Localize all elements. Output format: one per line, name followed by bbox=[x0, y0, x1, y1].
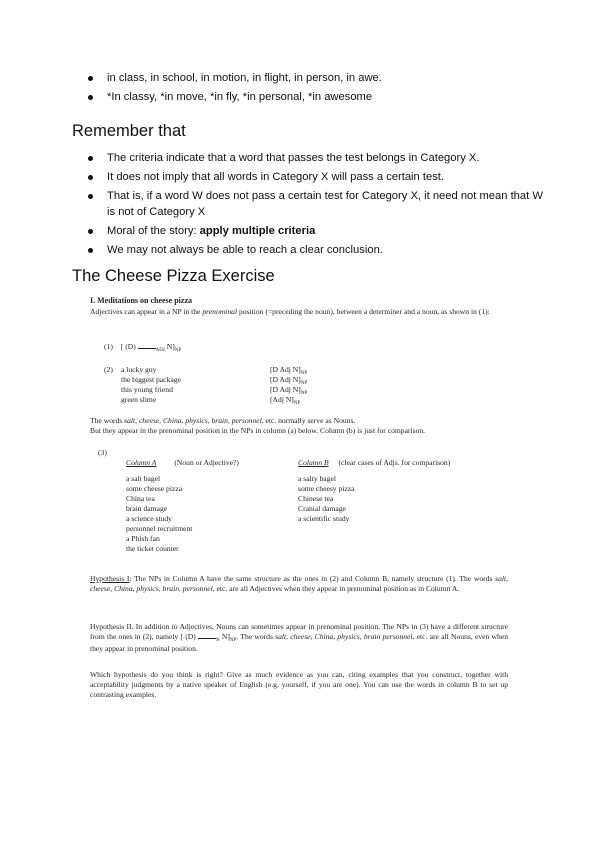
blank-line bbox=[198, 632, 216, 639]
example-2-number: (2) bbox=[104, 365, 113, 374]
column-a-item: a salt bagel bbox=[126, 474, 161, 483]
blank-line bbox=[138, 342, 156, 349]
ex2-phrase: this young friend bbox=[121, 385, 173, 394]
example-1: (1) [ (D) $_{ADJ}$ $N]_{NP}$ bbox=[104, 342, 182, 353]
column-a-item: personnel recruitment bbox=[126, 524, 193, 533]
column-a-item: the ticket counter bbox=[126, 544, 179, 553]
column-a-item: brain damage bbox=[126, 504, 168, 513]
example-3-number: (3) bbox=[98, 448, 107, 457]
list-item: Moral of the story: apply multiple criteria bbox=[88, 223, 548, 239]
remember-heading: Remember that bbox=[72, 122, 186, 140]
ex2-structure: [D Adj $N]_{NP}$ bbox=[270, 365, 308, 376]
column-a-header: Column A (Noun or Adjective?) bbox=[126, 458, 239, 467]
bullet-icon bbox=[88, 156, 93, 161]
exercise-heading: The Cheese Pizza Exercise bbox=[72, 267, 275, 285]
excerpt-title: I. Meditations on cheese pizza bbox=[90, 296, 192, 305]
top-bullet-list bbox=[88, 70, 548, 108]
column-b-header: Column B (clear cases of Adjs. for comparison) bbox=[298, 458, 451, 467]
question-paragraph: Which hypothesis do you think is right? Give as much evidence as you can, citing examples that you construct, together with acceptability judgments by a native speaker of English (e.g. yourself, if you are one). You can use the words in column B to set up contrasting examples. bbox=[90, 670, 508, 700]
bullet-icon bbox=[88, 194, 93, 199]
column-b-item: a salty bagel bbox=[298, 474, 336, 483]
intro-paragraph: Adjectives can appear in a NP in the prenominal position (=preceding the noun), between a determiner and a noun, as shown in (1): bbox=[90, 307, 490, 316]
remember-bullet-list bbox=[88, 150, 548, 261]
ex2-structure: [Adj $N]_{NP}$ bbox=[270, 395, 301, 406]
hypothesis-1: Hypothesis I: The NPs in Column A have the same structure as the ones in (2) and Column B, namely structure (1). The words salt, cheese, China, physics, brain, personnel, etc. are all Adjectives when they appear in prenominal position as in Column A. bbox=[90, 574, 508, 594]
bullet-icon bbox=[88, 95, 93, 100]
bullet-icon bbox=[88, 76, 93, 81]
words-line: The words salt, cheese, China, physics, brain, personnel, etc. normally serve as Nouns. bbox=[90, 416, 356, 425]
ex2-phrase: the biggest package bbox=[121, 375, 181, 384]
ex2-phrase: green slime bbox=[121, 395, 157, 404]
bullet-icon bbox=[88, 248, 93, 253]
list-item: in class, in school, in motion, in flight, in person, in awe. bbox=[88, 70, 548, 86]
list-item: *In classy, *in move, *in fly, *in personal, *in awesome bbox=[88, 89, 548, 105]
but-line: But they appear in the prenominal position in the NPs in column (a) below. Column (b) is just for comparison. bbox=[90, 426, 426, 435]
ex2-structure: [D Adj $N]_{NP}$ bbox=[270, 385, 308, 396]
column-a-item: a Phish fan bbox=[126, 534, 160, 543]
bullet-icon bbox=[88, 175, 93, 180]
column-b-item: some cheesy pizza bbox=[298, 484, 355, 493]
column-b-item: a scientific study bbox=[298, 514, 350, 523]
column-b-item: Chinese tea bbox=[298, 494, 334, 503]
column-a-item: China tea bbox=[126, 494, 155, 503]
list-item: It does not imply that all words in Category X will pass a certain test. bbox=[88, 169, 548, 185]
column-a-item: some cheese pizza bbox=[126, 484, 183, 493]
scanned-exercise-excerpt bbox=[90, 296, 510, 710]
ex2-phrase: a lucky guy bbox=[121, 365, 157, 374]
moral-emphasis: apply multiple criteria bbox=[199, 225, 316, 237]
ex2-structure: [D Adj $N]_{NP}$ bbox=[270, 375, 308, 386]
list-item: That is, if a word W does not pass a certain test for Category X, it need not mean that W is not of Category X bbox=[88, 188, 548, 220]
bullet-icon bbox=[88, 229, 93, 234]
column-b-item: Cranial damage bbox=[298, 504, 346, 513]
column-a-item: a science study bbox=[126, 514, 172, 523]
list-item: We may not always be able to reach a clear conclusion. bbox=[88, 242, 548, 258]
list-item: The criteria indicate that a word that passes the test belongs in Category X. bbox=[88, 150, 548, 166]
hypothesis-2: Hypothesis II. In addition to Adjectives, Nouns can sometimes appear in prenominal position. The NPs in (3) have a different structure from the ones in (2), namely [ (D) $_N$ $N]_{NP}$. The words salt, cheese, China, physics, brain personnel, etc. are all Nouns, even when they appear in prenominal position. bbox=[90, 622, 509, 654]
